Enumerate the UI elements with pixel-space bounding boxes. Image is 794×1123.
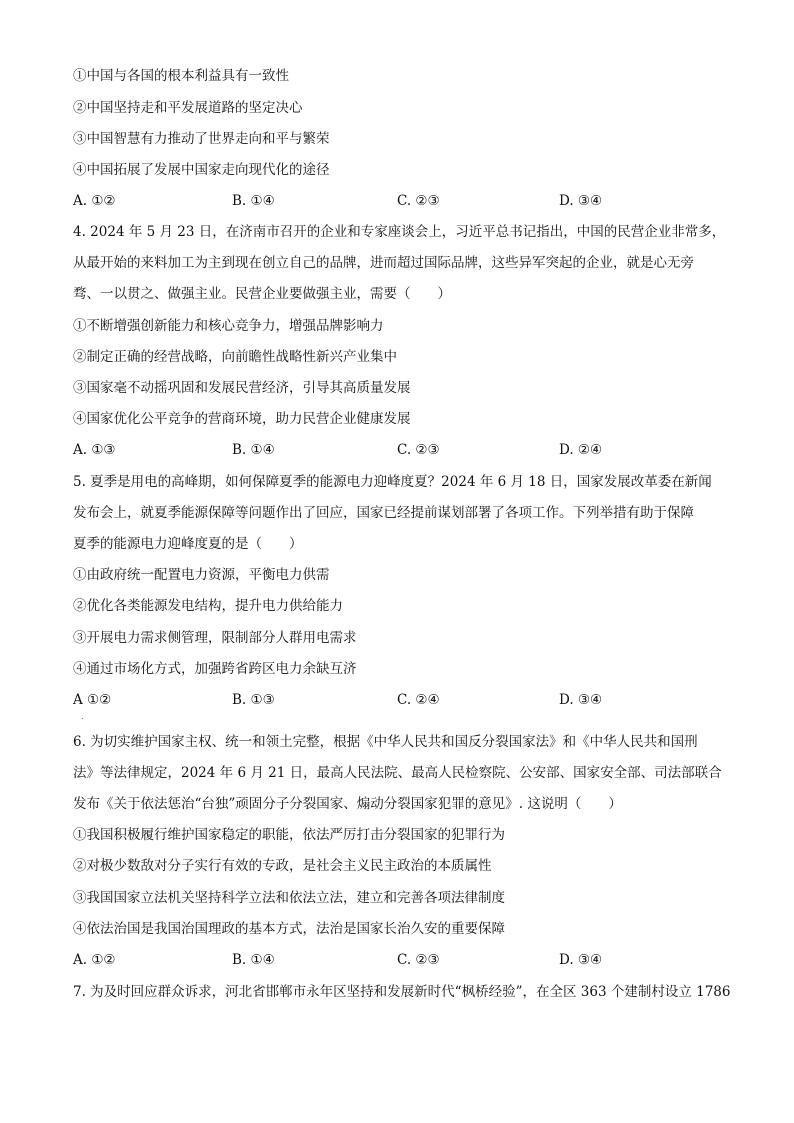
q5-stem-line-2: 发布会上，就夏季能源保障等问题作出了回应，国家已经提前谋划部署了各项工作。下列举措有助于保障 [73,505,694,521]
q6-stem-line-1: 6. 为切实维护国家主权、统一和领土完整，根据《中华人民共和国反分裂国家法》和《中华人民共和国刑 [73,734,698,750]
q6-option-2: ②对极少数敌对分子实行有效的专政，是社会主义民主政治的本质属性 [73,858,492,874]
q6-stem-line-2: 法》等法律规定，2024 年 6 月 21 日，最高人民法院、最高人民检察院、公安部、国家安全部、司法部联合 [73,765,722,781]
q6-choices [73,950,733,970]
q5-option-4: ④通过市场化方式，加强跨省跨区电力余缺互济 [73,661,357,677]
q5-choice-d: D. ③④ [559,692,603,708]
q5-choices [73,690,733,710]
q3-choice-a: A. ①② [73,193,116,209]
q4-option-3: ③国家毫不动摇巩固和发展民营经济，引导其高质量发展 [73,380,411,396]
q4-choices [73,440,733,460]
q5-choice-b: B. ①③ [232,692,275,708]
q3-choices [73,191,733,211]
q4-choice-c: C. ②③ [397,442,440,458]
q3-option-1: ①中国与各国的根本利益具有一致性 [73,68,289,84]
q3-option-2: ②中国坚持走和平发展道路的坚定决心 [73,100,303,116]
stray-dot-mark: . [81,712,84,721]
q3-choice-d: D. ③④ [559,193,603,209]
q5-stem-line-3: 夏季的能源电力迎峰度夏的是（ ） [73,536,303,552]
q4-option-1: ①不断增强创新能力和核心竞争力，增强品牌影响力 [73,318,384,334]
q6-choice-a: A. ①② [73,952,116,968]
q5-option-3: ③开展电力需求侧管理，限制部分人群用电需求 [73,630,357,646]
q3-choice-b: B. ①④ [232,193,275,209]
q7-stem-line-1: 7. 为及时回应群众诉求，河北省邯郸市永年区坚持和发展新时代“枫桥经验”，在全区 363 个建制村设立 1786 [73,984,731,1000]
q4-choice-b: B. ①④ [232,442,275,458]
q4-choice-a: A. ①③ [73,442,116,458]
q4-stem-line-2: 从最开始的来料加工为主到现在创立自己的品牌，进而超过国际品牌，这些异军突起的企业，就是心无旁 [73,255,694,271]
q5-choice-a: A ①② [73,692,112,708]
q4-stem-line-3: 骛、一以贯之、做强主业。民营企业要做强主业，需要（ ） [73,286,451,302]
q4-option-4: ④国家优化公平竞争的营商环境，助力民营企业健康发展 [73,411,411,427]
q6-option-1: ①我国积极履行维护国家稳定的职能，依法严厉打击分裂国家的犯罪行为 [73,827,505,843]
q6-stem-line-3: 发布《关于依法惩治“台独”顽固分子分裂国家、煽动分裂国家犯罪的意见》. 这说明（ ） [73,796,622,812]
q6-option-3: ③我国国家立法机关坚持科学立法和依法立法，建立和完善各项法律制度 [73,890,505,906]
q3-option-4: ④中国拓展了发展中国家走向现代化的途径 [73,162,330,178]
q5-option-1: ①由政府统一配置电力资源，平衡电力供需 [73,567,330,583]
q6-choice-c: C. ②③ [397,952,440,968]
q5-stem-line-1: 5. 夏季是用电的高峰期，如何保障夏季的能源电力迎峰度夏？2024 年 6 月 18 日，国家发展改革委在新闻 [73,474,712,490]
q5-option-2: ②优化各类能源发电结构，提升电力供给能力 [73,598,343,614]
q6-choice-d: D. ③④ [559,952,603,968]
q6-option-4: ④依法治国是我国治国理政的基本方式，法治是国家长治久安的重要保障 [73,921,505,937]
q3-option-3: ③中国智慧有力推动了世界走向和平与繁荣 [73,131,330,147]
q4-choice-d: D. ②④ [559,442,603,458]
q3-choice-c: C. ②③ [397,193,440,209]
q6-choice-b: B. ①④ [232,952,275,968]
q4-stem-line-1: 4. 2024 年 5 月 23 日，在济南市召开的企业和专家座谈会上，习近平总书记指出，中国的民营企业非常多， [73,224,726,240]
q4-option-2: ②制定正确的经营战略，向前瞻性战略性新兴产业集中 [73,349,397,365]
q5-choice-c: C. ②④ [397,692,440,708]
